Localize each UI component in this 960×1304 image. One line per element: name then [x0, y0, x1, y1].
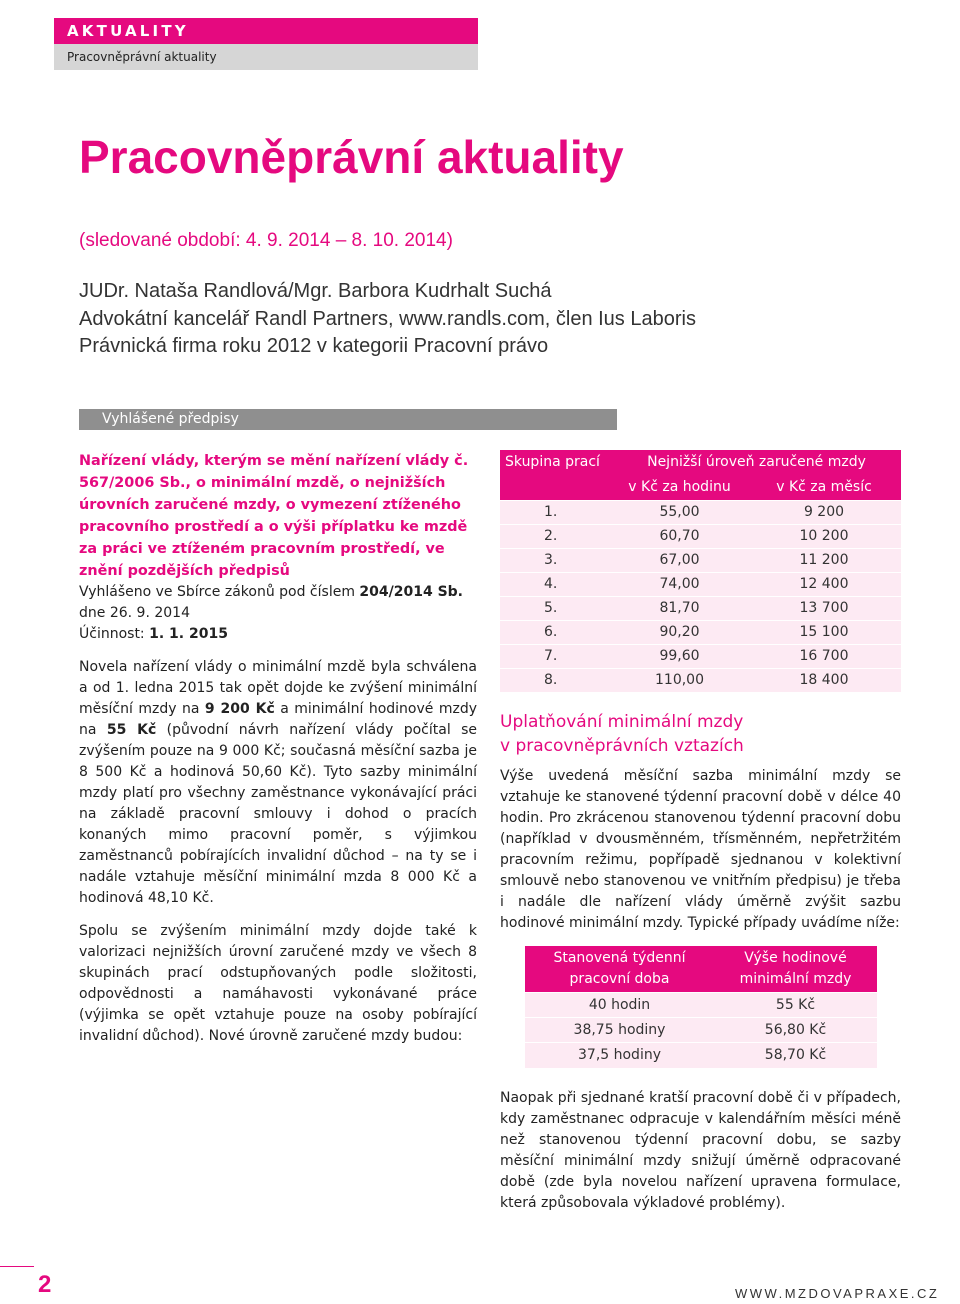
footer-website: WWW.MZDOVAPRAXE.CZ — [735, 1286, 940, 1301]
paragraph-weekly-hours: Výše uvedená měsíční sazba minimální mzdy se vztahuje ke stanovené týdenní pracovní době v délce 40 hodin. Pro zkrácenou stanovenou týdenní pracovní dobu (například v dvousměnném, třísměnném, nepřetržitém pracovním režimu, popřípadě sjednanou v kolektivní smlouvě nebo stanovenou ve vnitřním předpisu) je třeba i nadále dle nařízení vlády úměrně zvýšit sazbu hodinové minimální mzdy. Typické případy uvádíme níže: — [500, 768, 901, 931]
table-row — [525, 993, 877, 1018]
cell-month: 13 700 — [747, 596, 901, 620]
publication-line — [79, 582, 477, 603]
col-header-hour: v Kč za hodinu — [612, 475, 747, 500]
footer-divider — [0, 1266, 34, 1267]
col-header-group: Skupina prací — [500, 450, 612, 475]
publication-prefix: Vyhlášeno ve Sbírce zákonů pod číslem — [79, 584, 360, 600]
table-row — [525, 1043, 877, 1068]
table-row — [500, 524, 901, 548]
cell-hour: 67,00 — [612, 548, 747, 572]
subsection-heading-line-1: Uplatňování minimální mzdy — [500, 712, 744, 732]
cell-group: 1. — [500, 500, 612, 524]
col-header-weekly-hours-l1: Stanovená týdenní — [553, 950, 686, 966]
col-header-level: Nejnižší úroveň zaručené mzdy — [612, 450, 901, 475]
right-column — [500, 450, 901, 1214]
cell-group: 7. — [500, 644, 612, 668]
table-row — [500, 572, 901, 596]
paragraph-amendment-e: (původní návrh nařízení vlády počítal se zvýšením pouze na 9 000 Kč; současná měsíční sazba je 8 500 Kč a hodinová 50,60 Kč). Tyto sazby minimální mzdy platí pro všechny zaměstnance vykonávající práci na základě pracovní smlouvy i dohod o pracích konaných mimo pracovní poměr, s výjimkou zaměstnanců pobírajících invalidní důchod – na ty se i nadále vztahuje měsíční minimální mzda 8 000 Kč a hodinová 48,10 Kč. — [79, 722, 477, 906]
hourly-wage-table — [525, 946, 877, 1068]
table-row — [500, 548, 901, 572]
table-row — [500, 668, 901, 692]
regulation-title-rest: , o minimální mzdě, o nejnižších úrovních zaručené mzdy, o vymezení ztíženého pracovního prostředí a o výši příplatku ke mzdě za práci ve ztíženém pracovním prostředí, ve znění pozdějších předpisů — [79, 475, 468, 579]
page-number: 2 — [38, 1271, 52, 1298]
subsection-bar — [54, 44, 478, 70]
regulation-title-main: Nařízení vlády, kterým se mění nařízení vlády č. 567/2006 Sb. — [79, 453, 469, 491]
paragraph-valorization: Spolu se zvýšením minimální mzdy dojde také k valorizaci nejnižších úrovní zaručené mzdy ve všech 8 skupinách prací odstupňovaných podle složitosti, odpovědnosti a namáhavosti vykonávané práce (výjimka se opět vztahuje pouze na osoby pobírající invalidní důchod). Nové úrovně zaručené mzdy budou: — [79, 923, 477, 1044]
cell-wage: 56,80 Kč — [715, 1018, 877, 1043]
cell-month: 16 700 — [747, 644, 901, 668]
effective-line — [79, 624, 477, 645]
author-line-1: JUDr. Nataša Randlová/Mgr. Barbora Kudrhalt Suchá — [79, 280, 552, 302]
cell-hour: 55,00 — [612, 500, 747, 524]
cell-hour: 60,70 — [612, 524, 747, 548]
guaranteed-wage-table — [500, 450, 901, 692]
cell-group: 5. — [500, 596, 612, 620]
subsection-heading-line-2: v pracovněprávních vztazích — [500, 736, 744, 756]
col-header-hourly-wage-l1: Výše hodinové — [744, 950, 847, 966]
paragraph-amendment-c: a minimální hodinové mzdy na — [79, 701, 478, 738]
section-label-bar — [54, 18, 478, 44]
paragraph-amendment — [79, 657, 477, 909]
table-row — [525, 1018, 877, 1043]
cell-hour: 99,60 — [612, 644, 747, 668]
effective-prefix: Účinnost: — [79, 626, 150, 642]
page-title: Pracovněprávní aktuality — [79, 131, 624, 183]
section-label: AKTUALITY — [67, 22, 189, 40]
hourly-wage-value: 55 Kč — [106, 722, 157, 738]
paragraph-shorter-hours: Naopak při sjednané kratší pracovní době či v případech, kdy zaměstnanec odpracuje v kalendářním měsíci méně než stanovenou týdenní pracovní dobu, se sazby měsíční minimální mzdy snižují úměrně odpracované době (zde byla novelou nařízení upravena formulace, která způsobovala výkladové problémy). — [500, 1089, 901, 1211]
cell-group: 2. — [500, 524, 612, 548]
left-column — [79, 450, 477, 1047]
cell-hours: 38,75 hodiny — [525, 1018, 715, 1043]
period-text: (sledované období: 4. 9. 2014 – 8. 10. 2014) — [79, 230, 453, 251]
cell-month: 10 200 — [747, 524, 901, 548]
regulation-title — [79, 450, 477, 582]
table-row — [500, 596, 901, 620]
cell-wage: 55 Kč — [715, 993, 877, 1018]
author-line-3: Právnická firma roku 2012 v kategorii Pracovní právo — [79, 335, 549, 357]
cell-hours: 40 hodin — [525, 993, 715, 1018]
cell-hour: 110,00 — [612, 668, 747, 692]
paragraph-amendment-a: Novela nařízení vlády o minimální mzdě byla schválena a od 1. ledna 2015 tak opět dojde ke zvýšení minimální měsíční mzdy na — [79, 659, 477, 717]
subsection-label: Pracovněprávní aktuality — [67, 50, 217, 64]
cell-month: 9 200 — [747, 500, 901, 524]
cell-group: 4. — [500, 572, 612, 596]
subsection-heading — [500, 710, 901, 758]
author-line-2: Advokátní kancelář Randl Partners, www.randls.com, člen Ius Laboris — [79, 308, 696, 330]
col-header-hourly-wage — [715, 946, 877, 993]
cell-group: 8. — [500, 668, 612, 692]
section-heading: Vyhlášené předpisy — [102, 411, 239, 427]
col-header-weekly-hours-l2: pracovní doba — [569, 971, 670, 987]
cell-wage: 58,70 Kč — [715, 1043, 877, 1068]
cell-month: 11 200 — [747, 548, 901, 572]
cell-month: 18 400 — [747, 668, 901, 692]
cell-hour: 90,20 — [612, 620, 747, 644]
cell-hour: 74,00 — [612, 572, 747, 596]
cell-month: 12 400 — [747, 572, 901, 596]
col-header-hourly-wage-l2: minimální mzdy — [739, 971, 852, 987]
cell-hour: 81,70 — [612, 596, 747, 620]
monthly-wage-value: 9 200 Kč — [204, 701, 275, 717]
publication-number: 204/2014 Sb. — [359, 584, 464, 600]
table-row — [500, 500, 901, 524]
cell-group: 6. — [500, 620, 612, 644]
col-header-empty — [500, 475, 612, 500]
table-row — [500, 644, 901, 668]
cell-group: 3. — [500, 548, 612, 572]
cell-month: 15 100 — [747, 620, 901, 644]
table-row — [500, 620, 901, 644]
section-heading-bar — [79, 409, 617, 430]
col-header-month: v Kč za měsíc — [747, 475, 901, 500]
publication-date: dne 26. 9. 2014 — [79, 605, 190, 621]
cell-hours: 37,5 hodiny — [525, 1043, 715, 1068]
col-header-weekly-hours — [525, 946, 715, 993]
effective-date: 1. 1. 2015 — [149, 626, 228, 642]
